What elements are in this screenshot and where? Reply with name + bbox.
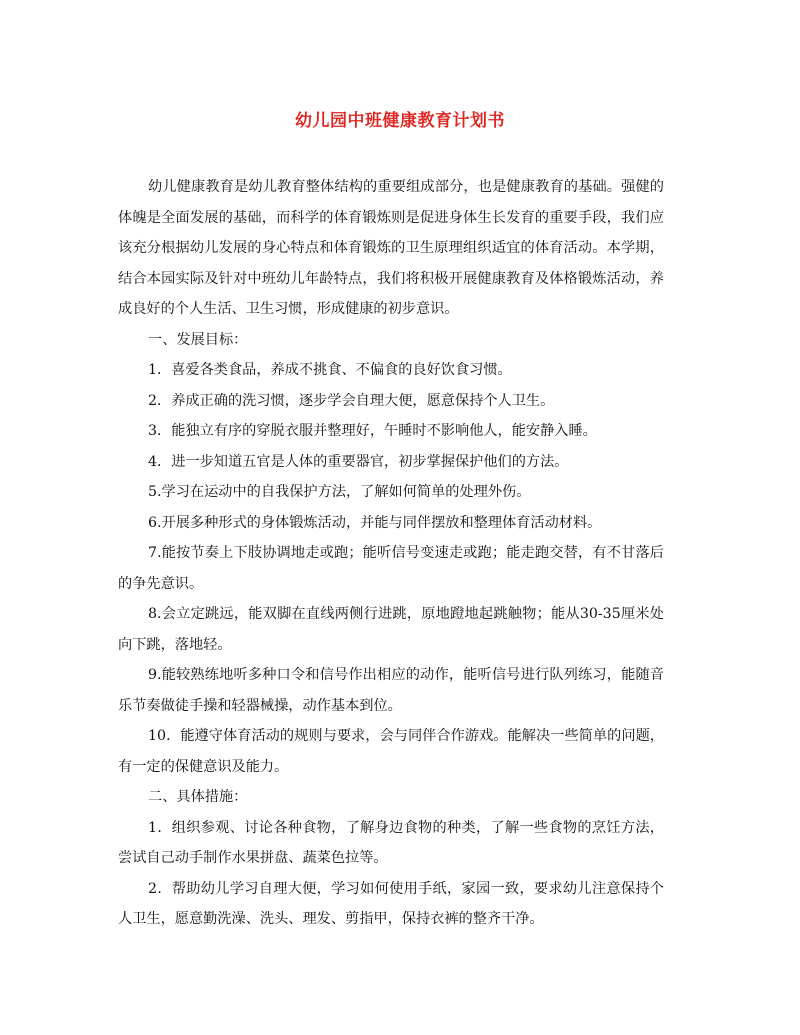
goal-item-9: 9.能较熟练地听多种口令和信号作出相应的动作，能听信号进行队列练习，能随音乐节奏做徒手操和轻器械操，动作基本到位。 [118,667,664,714]
measure-item-2: 2．帮助幼儿学习自理大便，学习如何使用手纸，家园一致，要求幼儿注意保持个人卫生，愿意勤洗澡、洗头、理发、剪指甲，保持衣裤的整齐干净。 [118,880,664,927]
goal-item-4: 4．进一步知道五官是人体的重要器官，初步掌握保护他们的方法。 [148,453,569,470]
measure-item-1: 1．组织参观、讨论各种食物，了解身边食物的种类，了解一些食物的烹饪方法，尝试自己动手制作水果拼盘、蔬菜色拉等。 [118,819,664,866]
goal-item-1: 1．喜爱各类食品，养成不挑食、不偏食的良好饮食习惯。 [148,362,512,378]
document-body [118,172,664,935]
section-heading-goals: 一、发展目标： [148,331,248,348]
goal-item-2: 2．养成正确的洗习惯，逐步学会自理大便，愿意保持个人卫生。 [148,392,555,409]
goal-item-8: 8.会立定跳远，能双脚在直线两侧行进跳，原地蹬地起跳触物；能从30-35厘米处向下跳，落地轻。 [118,606,664,653]
page-title: 幼儿园中班健康教育计划书 [295,111,505,131]
goal-item-6: 6.开展多种形式的身体锻炼活动，并能与同伴摆放和整理体育活动材料。 [148,514,602,531]
intro-paragraph: 幼儿健康教育是幼儿教育整体结构的重要组成部分，也是健康教育的基础。强健的体魄是全面发展的基础，而科学的体育锻炼则是促进身体生长发育的重要手段，我们应该充分根据幼儿发展的身心特点和体育锻炼的卫生原理组织适宜的体育活动。本学期，结合本园实际及针对中班幼儿年龄特点，我们将积极开展健康教育及体格锻炼活动，养成良好的个人生活、卫生习惯，形成健康的初步意识。 [118,179,664,317]
goal-item-5: 5.学习在运动中的自我保护方法，了解如何简单的处理外伤。 [148,484,531,500]
goal-item-3: 3．能独立有序的穿脱衣服并整理好，午睡时不影响他人，能安静入睡。 [148,423,597,439]
goal-item-7: 7.能按节奏上下肢协调地走或跑；能听信号变速走或跑；能走跑交替，有不甘落后的争先意识。 [118,545,664,592]
section-heading-measures: 二、具体措施： [148,789,248,805]
goal-item-10: 10．能遵守体育活动的规则与要求，会与同伴合作游戏。能解决一些简单的问题，有一定的保健意识及能力。 [118,728,664,775]
